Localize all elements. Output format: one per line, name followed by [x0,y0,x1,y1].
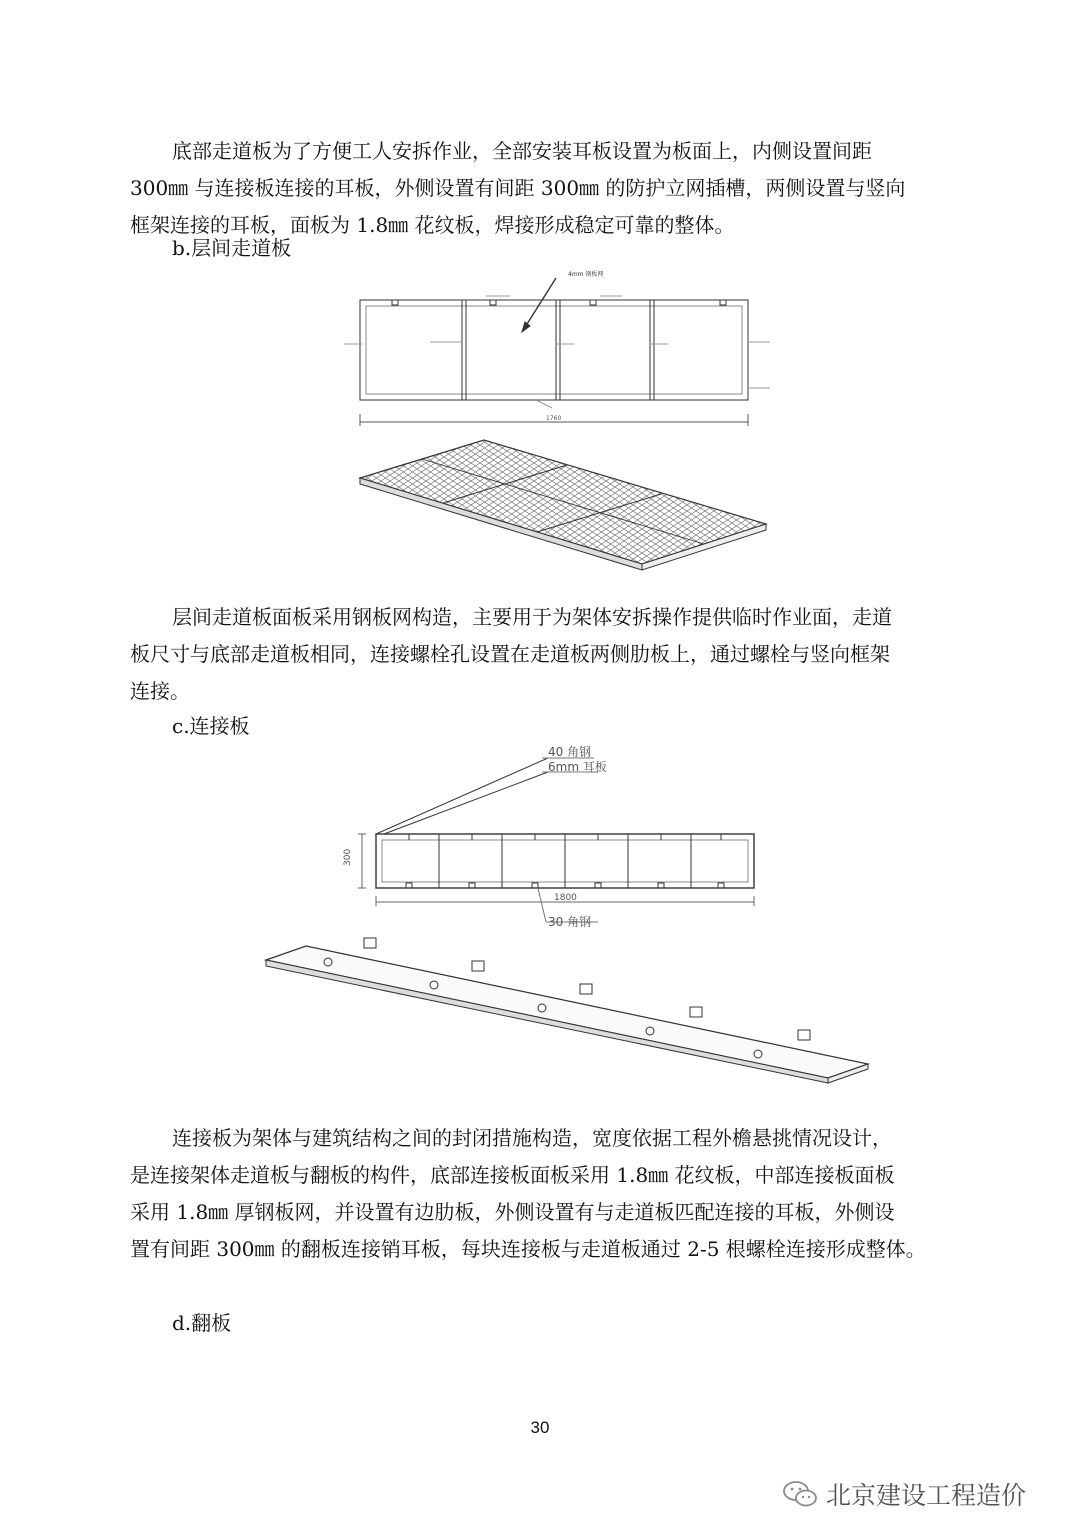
text-line: 连接。 [130,679,190,703]
page-number: 30 [530,1418,550,1437]
paragraph-bottom-walkway [130,133,952,244]
text-line: 底部走道板为了方便工人安拆作业，全部安装耳板设置为板面上，内侧设置间距 [172,139,872,163]
dim-height: 300 [343,848,353,866]
label-ear-6mm: 6mm 耳板 [548,760,607,774]
heading-connection-plate: c.连接板 [172,714,250,738]
dimension-label: 1760 [546,415,562,422]
mesh-label: 4mm 钢板网 [568,271,604,278]
dim-width: 1800 [554,893,577,903]
figure-interlayer-walkway [300,262,780,582]
text-line: 框架连接的耳板，面板为 1.8㎜ 花纹板，焊接形成稳定可靠的整体。 [130,213,735,237]
text-line: 置有间距 300㎜ 的翻板连接销耳板，每块连接板与走道板通过 2-5 根螺栓连接形成整体。 [130,1237,926,1261]
text-line: 板尺寸与底部走道板相同，连接螺栓孔设置在走道板两侧肋板上，通过螺栓与竖向框架 [130,642,890,666]
paragraph-connection-plate [130,1120,952,1268]
figure-connection-plate [258,742,878,1092]
watermark-text: 北京建设工程造价 [826,1481,1027,1510]
text-line: 是连接架体走道板与翻板的构件，底部连接板面板采用 1.8㎜ 花纹板，中部连接板面板 [130,1163,895,1187]
heading-interlayer-walkway: b.层间走道板 [172,236,292,260]
label-angle-30: 30 角钢 [548,915,592,929]
paragraph-interlayer-walkway [130,599,952,710]
text-line: 层间走道板面板采用钢板网构造，主要用于为架体安拆操作提供临时作业面，走道 [172,605,892,629]
watermark [782,1474,1026,1514]
text-line: 300㎜ 与连接板连接的耳板，外侧设置有间距 300㎜ 的防护立网插槽，两侧设置与竖向 [130,176,906,200]
wechat-icon [782,1479,818,1509]
text-line: 连接板为架体与建筑结构之间的封闭措施构造，宽度依据工程外檐悬挑情况设计， [172,1126,892,1150]
heading-flap-plate: d.翻板 [172,1311,232,1335]
label-angle-40: 40 角钢 [548,745,592,759]
text-line: 采用 1.8㎜ 厚钢板网，并设置有边肋板，外侧设置有与走道板匹配连接的耳板，外侧设 [130,1200,895,1224]
